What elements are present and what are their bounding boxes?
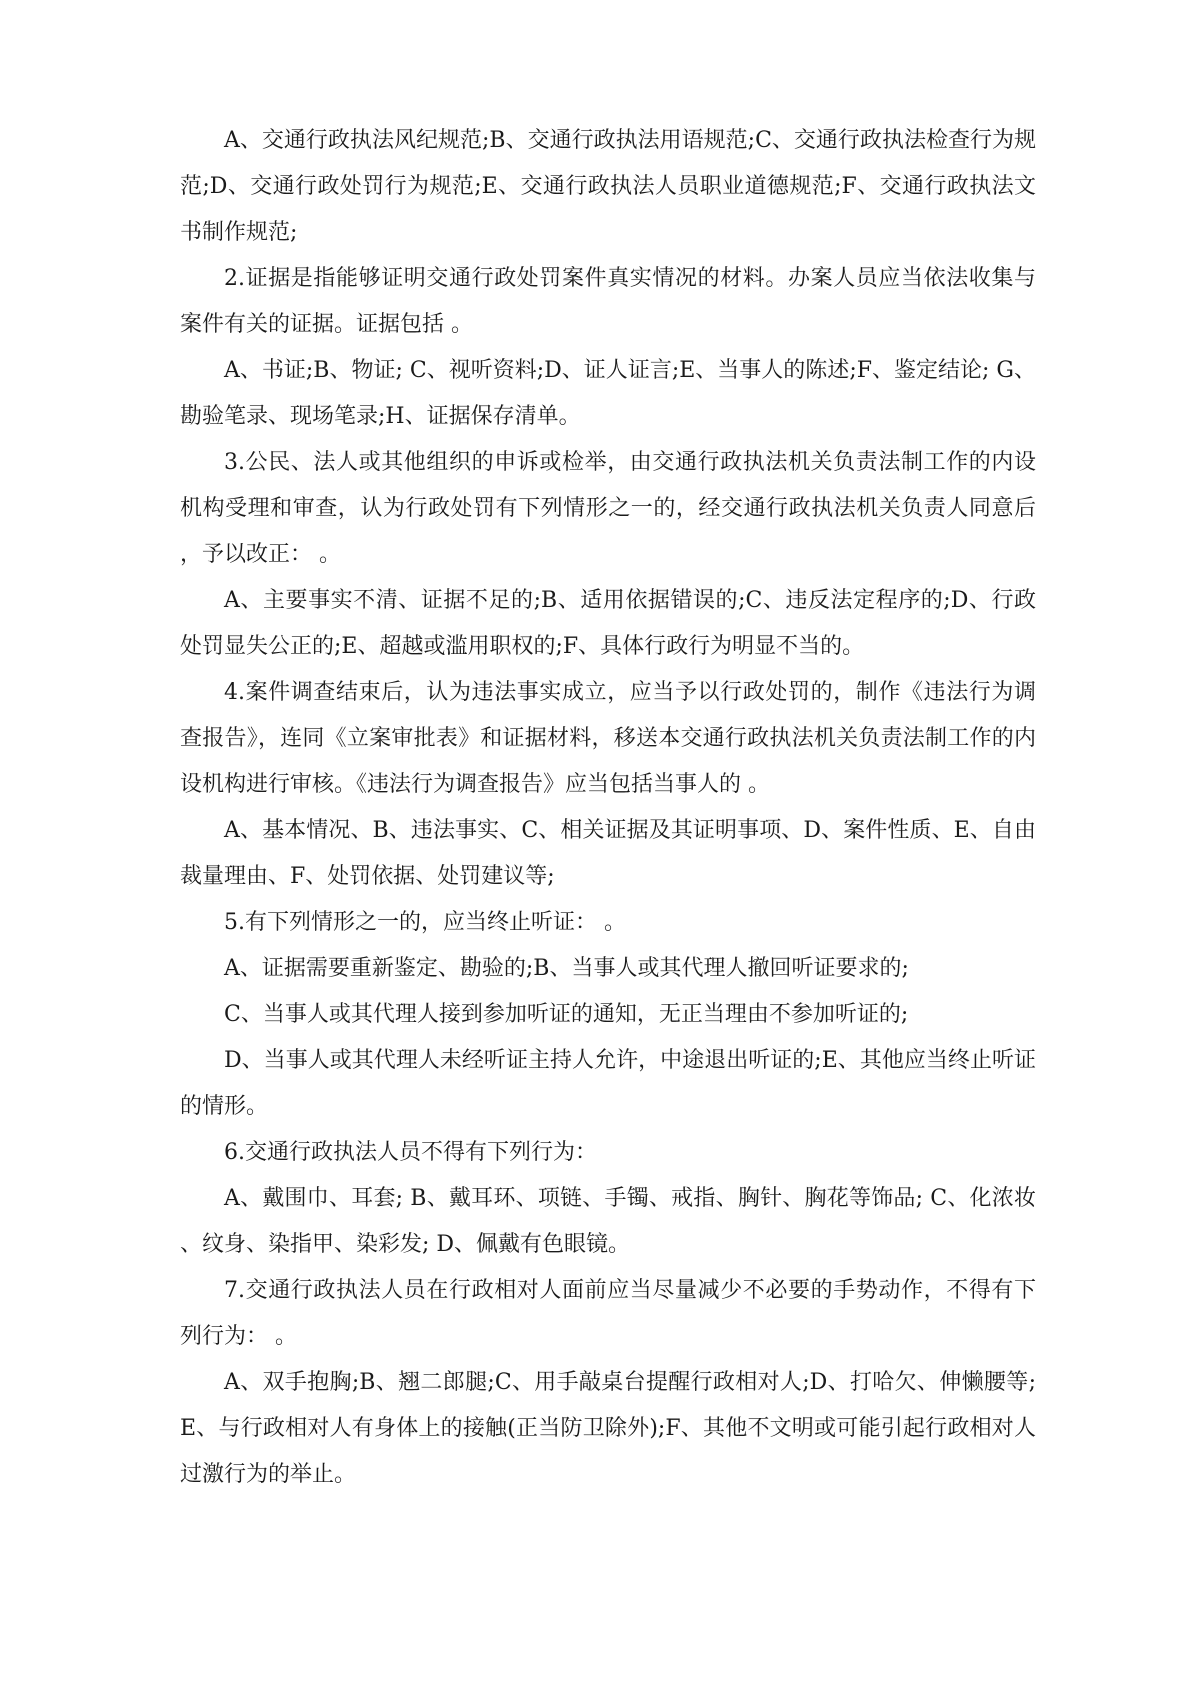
question-6: 6.交通行政执法人员不得有下列行为：	[224, 1140, 597, 1165]
options-question-3: A、主要事实不清、证据不足的;B、适用依据错误的;C、违反法定程序的;D、行政处罚显失公正的;E、超越或滥用职权的;F、具体行政行为明显不当的。	[180, 588, 1036, 659]
question-5: 5.有下列情形之一的，应当终止听证： 。	[224, 910, 626, 935]
options-question-2: A、书证;B、物证; C、视听资料;D、证人证言;E、当事人的陈述;F、鉴定结论; G、勘验笔录、现场笔录;H、证据保存清单。	[180, 358, 1036, 429]
options-question-6: A、戴围巾、耳套; B、戴耳环、项链、手镯、戒指、胸针、胸花等饰品; C、化浓妆、纹身、染指甲、染彩发; D、佩戴有色眼镜。	[180, 1186, 1036, 1257]
options-paragraph-1: A、交通行政执法风纪规范;B、交通行政执法用语规范;C、交通行政执法检查行为规范;D、交通行政处罚行为规范;E、交通行政执法人员职业道德规范;F、交通行政执法文书制作规范;	[180, 128, 1036, 245]
question-4: 4.案件调查结束后，认为违法事实成立，应当予以行政处罚的，制作《违法行为调查报告》，连同《立案审批表》和证据材料，移送本交通行政执法机关负责法制工作的内设机构进行审核。《违法行为调查报告》应当包括当事人的 。	[180, 680, 1036, 797]
options-question-5-line-2: C、当事人或其代理人接到参加听证的通知，无正当理由不参加听证的;	[224, 1002, 909, 1027]
options-question-4: A、基本情况、B、违法事实、C、相关证据及其证明事项、D、案件性质、E、自由裁量理由、F、处罚依据、处罚建议等;	[180, 818, 1036, 889]
options-question-7: A、双手抱胸;B、翘二郎腿;C、用手敲桌台提醒行政相对人;D、打哈欠、伸懒腰等;E、与行政相对人有身体上的接触(正当防卫除外);F、其他不文明或可能引起行政相对人过激行为的举止。	[180, 1370, 1036, 1487]
question-7: 7.交通行政执法人员在行政相对人面前应当尽量减少不必要的手势动作，不得有下列行为： 。	[180, 1278, 1036, 1349]
options-question-5-line-3: D、当事人或其代理人未经听证主持人允许，中途退出听证的;E、其他应当终止听证的情形。	[180, 1048, 1036, 1119]
document-body	[180, 118, 1036, 1498]
question-2: 2.证据是指能够证明交通行政处罚案件真实情况的材料。办案人员应当依法收集与案件有关的证据。证据包括 。	[180, 266, 1036, 337]
question-3: 3.公民、法人或其他组织的申诉或检举，由交通行政执法机关负责法制工作的内设机构受理和审查，认为行政处罚有下列情形之一的，经交通行政执法机关负责人同意后，予以改正： 。	[180, 450, 1036, 567]
options-question-5-line-1: A、证据需要重新鉴定、勘验的;B、当事人或其代理人撤回听证要求的;	[224, 956, 909, 981]
